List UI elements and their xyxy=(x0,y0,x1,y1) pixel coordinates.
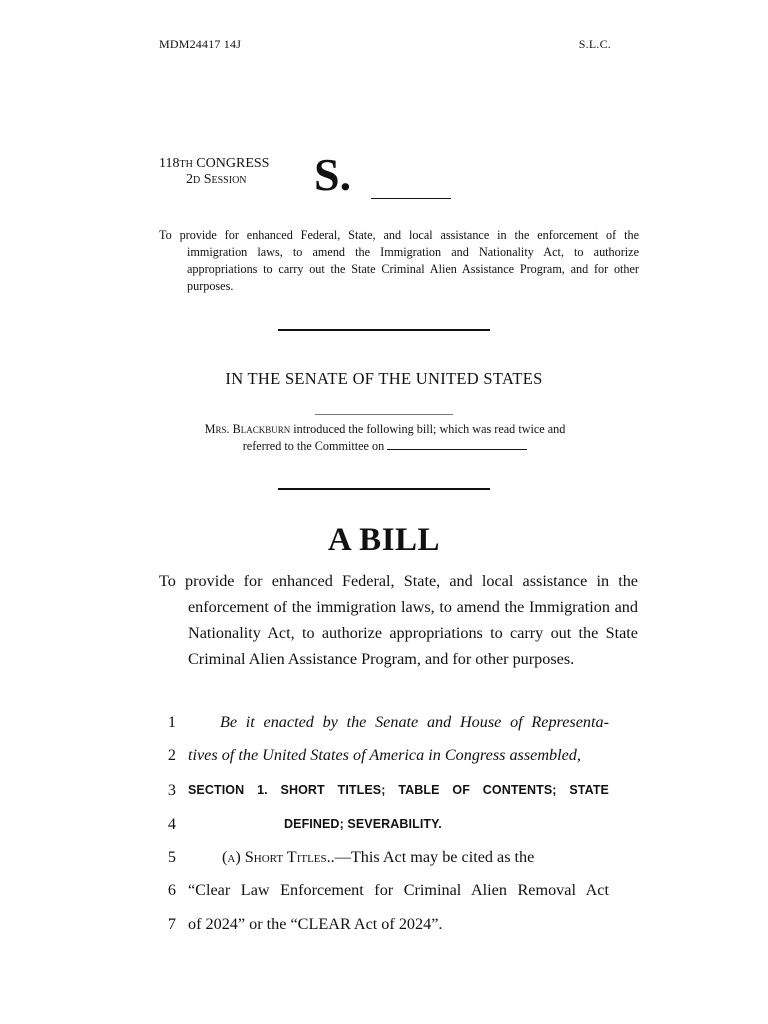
subsection-label: (a) Short Titles.. xyxy=(222,848,335,866)
section-heading-line: SECTION 1. SHORT TITLES; TABLE OF CONTENTS; STATE xyxy=(188,783,609,797)
line-number: 3 xyxy=(167,781,176,799)
introduction-text-line2: referred to the Committee on xyxy=(242,439,385,453)
line-number: 6 xyxy=(167,881,176,899)
bill-number-blank xyxy=(371,198,451,199)
long-title: To provide for enhanced Federal, State, and local assistance in the enforcement of the immigration laws, to amend the Immigration and Nationality Act, to authorize appropriations to carry out the State Criminal Alien Assistance Program, and for other purposes. xyxy=(159,572,638,668)
document-code: MDM24417 14J xyxy=(159,37,242,51)
divider-rule-thin xyxy=(315,414,453,415)
bill-designator: S. xyxy=(314,149,352,200)
divider-rule-top xyxy=(278,329,490,331)
line-number: 2 xyxy=(167,746,176,764)
enacting-clause-line: Be it enacted by the Senate and House of Representa- xyxy=(220,713,609,731)
subsection-text: —This Act may be cited as the xyxy=(334,848,535,866)
congress-session-block xyxy=(159,156,269,188)
congress-number: 118th CONGRESS xyxy=(159,156,270,171)
introduction-paragraph xyxy=(170,421,600,455)
subsection-line xyxy=(188,846,609,868)
section-heading-line: DEFINED; SEVERABILITY. xyxy=(284,817,442,831)
enacting-clause-line: tives of the United States of America in Congress assembled, xyxy=(188,746,581,764)
bill-heading: A BILL xyxy=(327,522,441,558)
slc-code: S.L.C. xyxy=(578,37,611,51)
short-title: To provide for enhanced Federal, State, and local assistance in the enforcement of the immigration laws, to amend the Immigration and Nationality Act, to authorize appropriations to carry out the State Criminal Alien Assistance Program, and for other purposes. xyxy=(159,228,639,293)
body-text-line: of 2024” or the “CLEAR Act of 2024”. xyxy=(188,915,443,933)
line-number: 1 xyxy=(167,713,176,731)
sponsor-name: Mrs. Blackburn xyxy=(204,422,291,436)
chamber-heading: IN THE SENATE OF THE UNITED STATES xyxy=(225,369,543,388)
line-number: 4 xyxy=(167,815,176,833)
divider-rule-bottom xyxy=(278,488,490,490)
body-text-line: “Clear Law Enforcement for Criminal Alien Removal Act xyxy=(188,881,609,899)
session-label: 2d Session xyxy=(186,172,247,187)
committee-blank xyxy=(387,439,527,450)
introduction-text-line1: introduced the following bill; which was read twice and xyxy=(293,422,566,436)
line-number: 7 xyxy=(167,915,176,933)
line-number: 5 xyxy=(167,848,176,866)
